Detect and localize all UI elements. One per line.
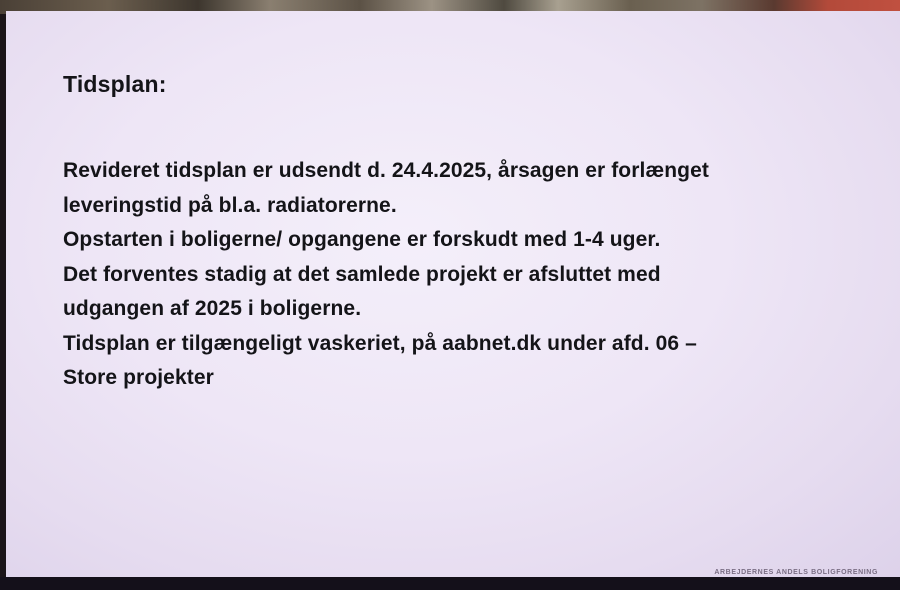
slide-footer-logo-text: ARBEJDERNES ANDELS BOLIGFORENING bbox=[714, 569, 878, 576]
presentation-slide bbox=[6, 11, 900, 577]
slide-line: Det forventes stadig at det samlede projekt er afsluttet med bbox=[63, 262, 661, 286]
screen-bottom-edge bbox=[0, 577, 900, 590]
slide-line: Store projekter bbox=[63, 366, 214, 389]
slide-line: Revideret tidsplan er udsendt d. 24.4.2025, årsagen er forlænget bbox=[63, 159, 709, 182]
slide-body bbox=[63, 154, 823, 396]
slide-line: Opstarten i boligerne/ opgangene er forskudt med 1-4 uger. bbox=[63, 228, 661, 251]
slide-line: leveringstid på bl.a. radiatorerne. bbox=[63, 193, 397, 217]
slide-line: udgangen af 2025 i boligerne. bbox=[63, 297, 362, 320]
slide-title: Tidsplan: bbox=[63, 71, 167, 97]
slide-line: Tidsplan er tilgængeligt vaskeriet, på aabnet.dk under afd. 06 – bbox=[63, 331, 697, 355]
